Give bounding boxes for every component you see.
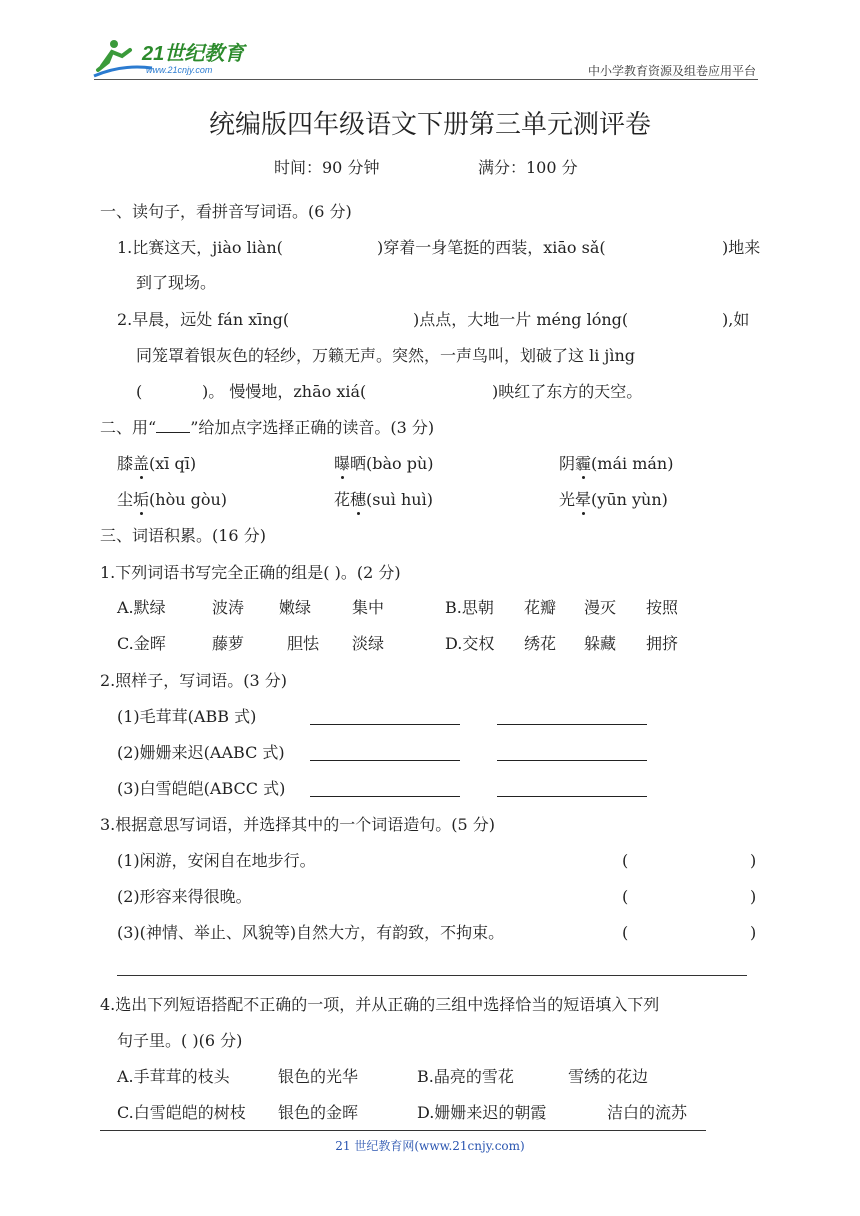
section3-heading: 三、词语积累。(16 分) xyxy=(100,526,266,545)
answer-paren-close: ) xyxy=(750,887,757,906)
s3-q2-text: 2.照样子，写词语。(3 分) xyxy=(100,671,288,690)
s2-item-5-options: (suì huì) xyxy=(366,490,433,509)
s2-item-6 xyxy=(559,490,668,510)
s3-q1-opt: 躲藏 xyxy=(584,634,617,653)
answer-paren-close: ) xyxy=(750,851,757,870)
logo-url: www.21cnjy.com xyxy=(146,65,213,75)
s2-item-3-options: (mái mán) xyxy=(591,454,674,473)
s2-item-4-dotted-char: 垢 xyxy=(133,490,150,509)
s3-q3-item-2: (2)形容来得很晚。 xyxy=(117,887,252,906)
s3-q1-text: 1.下列词语书写完全正确的组是( )。(2 分) xyxy=(100,563,401,582)
s3-q4-opt: A.手茸茸的枝头 xyxy=(117,1067,230,1086)
s1-q2-part-a: 2.早晨，远处 fán xīng( xyxy=(117,310,290,329)
s3-q2-item-1: (1)毛茸茸(ABB 式) xyxy=(117,707,257,726)
s3-q4-opt: 雪绣的花边 xyxy=(568,1067,649,1086)
s2-item-4 xyxy=(117,490,227,510)
s2-item-4-char: 尘 xyxy=(117,490,134,509)
section2-heading-end: ”给加点字选择正确的读音。(3 分) xyxy=(190,418,435,437)
s2-item-6-options: (yūn yùn) xyxy=(591,490,668,509)
s2-item-3-dotted-char: 霾 xyxy=(575,454,592,473)
s3-q1-opt: 按照 xyxy=(646,598,679,617)
s1-q1-part-c: )地来 xyxy=(722,238,761,257)
s3-q3-text: 3.根据意思写词语，并选择其中的一个词语造句。(5 分) xyxy=(100,815,496,834)
s3-q1-opt: 嫩绿 xyxy=(279,598,312,617)
s1-q2-part-b: )点点，大地一片 méng lóng( xyxy=(413,310,629,329)
s1-q2-line3-a: ( xyxy=(136,382,143,401)
s3-q4-opt: D.姗姗来迟的朝霞 xyxy=(417,1103,547,1122)
s1-q2-part-c: ),如 xyxy=(722,310,750,329)
s2-item-2 xyxy=(334,454,434,474)
s3-q4-opt: 银色的光华 xyxy=(278,1067,359,1086)
time-label: 时间：90 分钟 xyxy=(274,158,380,177)
answer-paren-open[interactable]: ( xyxy=(622,851,629,870)
s3-q1-opt: 淡绿 xyxy=(352,634,385,653)
answer-blank[interactable] xyxy=(310,710,460,725)
s3-q1-opt: A.默绿 xyxy=(117,598,166,617)
answer-paren-close: ) xyxy=(750,923,757,942)
site-logo xyxy=(92,36,262,78)
s1-q2-line3-c: )映红了东方的天空。 xyxy=(492,382,643,401)
answer-paren-open[interactable]: ( xyxy=(622,923,629,942)
s2-item-5-dotted-char: 穗 xyxy=(350,490,367,509)
score-label: 满分：100 分 xyxy=(478,158,578,177)
s3-q1-opt: 绣花 xyxy=(524,634,557,653)
answer-blank[interactable] xyxy=(310,782,460,797)
s3-q1-opt: 拥挤 xyxy=(646,634,679,653)
s2-item-3-char: 阴 xyxy=(559,454,576,473)
s3-q1-opt: 波涛 xyxy=(212,598,245,617)
s3-q4-opt: 银色的金晖 xyxy=(278,1103,359,1122)
s2-item-5 xyxy=(334,490,433,510)
s2-item-2-options: 晒(bào pù) xyxy=(350,454,434,473)
s3-q1-opt: 漫灭 xyxy=(584,598,617,617)
section1-heading: 一、读句子，看拼音写词语。(6 分) xyxy=(100,202,352,221)
s2-item-1-options: (xī qī) xyxy=(149,454,197,473)
s3-q4-line1: 4.选出下列短语搭配不正确的一项，并从正确的三组中选择恰当的短语填入下列 xyxy=(100,995,660,1014)
underline-sample xyxy=(156,420,190,433)
s1-q2-line3-b: )。 慢慢地，zhāo xiá( xyxy=(202,382,367,401)
s2-item-5-char: 花 xyxy=(334,490,351,509)
answer-blank[interactable] xyxy=(497,746,647,761)
header-divider xyxy=(94,79,758,80)
s2-item-1 xyxy=(117,454,196,474)
s1-q2-line2: 同笼罩着银灰色的轻纱，万籁无声。突然，一声鸟叫，划破了这 li jìng xyxy=(136,346,636,365)
s3-q4-line2: 句子里。( )(6 分) xyxy=(117,1031,243,1050)
footer-divider xyxy=(100,1130,706,1131)
s2-item-1-char: 膝 xyxy=(117,454,134,473)
answer-blank[interactable] xyxy=(497,782,647,797)
page-title: 统编版四年级语文下册第三单元测评卷 xyxy=(208,110,651,140)
section2-heading-start: 二、用“ xyxy=(100,418,157,437)
s2-item-6-char: 光 xyxy=(559,490,576,509)
logo-text: 21世纪教育 xyxy=(142,43,245,65)
s1-q1-line2: 到了现场。 xyxy=(136,273,217,292)
s3-q2-item-3: (3)白雪皑皑(ABCC 式) xyxy=(117,779,286,798)
s3-q1-opt: 花瓣 xyxy=(524,598,557,617)
section2-heading xyxy=(100,418,434,438)
s3-q4-opt: 洁白的流苏 xyxy=(607,1103,688,1122)
s2-item-1-dotted-char: 盖 xyxy=(133,454,150,473)
footer-link[interactable]: 21 世纪教育网(www.21cnjy.com) xyxy=(335,1139,525,1153)
s3-q4-opt: C.白雪皑皑的树枝 xyxy=(117,1103,246,1122)
answer-blank[interactable] xyxy=(497,710,647,725)
s3-q1-opt: B.思朝 xyxy=(445,598,494,617)
s3-q1-opt: 藤萝 xyxy=(212,634,245,653)
s2-item-4-options: (hòu gòu) xyxy=(149,490,228,509)
s3-q1-opt: C.金晖 xyxy=(117,634,166,653)
header-platform-text: 中小学教育资源及组卷应用平台 xyxy=(587,64,756,78)
s3-q1-opt: 胆怯 xyxy=(287,634,320,653)
s3-q2-item-2: (2)姗姗来迟(AABC 式) xyxy=(117,743,285,762)
s2-item-6-dotted-char: 晕 xyxy=(575,490,592,509)
s2-item-3 xyxy=(559,454,673,474)
answer-paren-open[interactable]: ( xyxy=(622,887,629,906)
s2-item-2-dotted-char: 曝 xyxy=(334,454,351,473)
s3-q1-opt: D.交权 xyxy=(445,634,495,653)
s3-q1-opt: 集中 xyxy=(352,598,385,617)
s1-q1-part-a: 1.比赛这天，jiào liàn( xyxy=(117,238,283,257)
s1-q1-part-b: )穿着一身笔挺的西装，xiāo sǎ( xyxy=(377,238,606,257)
s3-q3-item-1: (1)闲游，安闲自在地步行。 xyxy=(117,851,316,870)
sentence-answer-line[interactable] xyxy=(117,975,747,976)
s3-q3-item-3: (3)(神情、举止、风貌等)自然大方，有韵致，不拘束。 xyxy=(117,923,505,942)
answer-blank[interactable] xyxy=(310,746,460,761)
s3-q4-opt: B.晶亮的雪花 xyxy=(417,1067,514,1086)
